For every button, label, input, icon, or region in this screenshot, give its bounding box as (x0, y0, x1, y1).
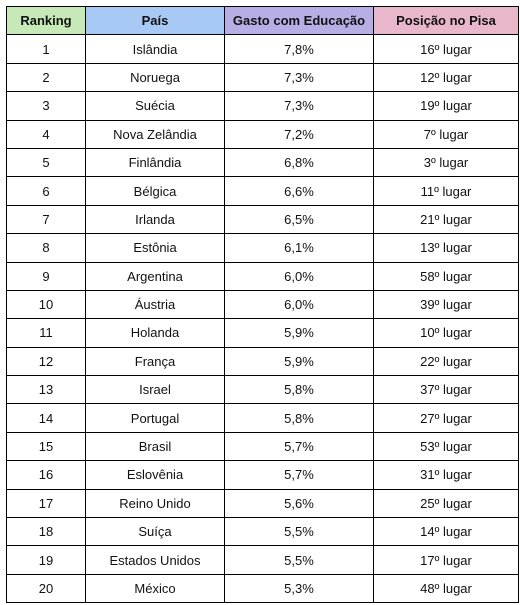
cell-ranking: 15 (7, 432, 86, 460)
cell-ranking: 6 (7, 177, 86, 205)
cell-ranking: 5 (7, 148, 86, 176)
cell-education-spending: 5,8% (225, 404, 374, 432)
cell-pisa-position: 7º lugar (374, 120, 519, 148)
table-row (7, 489, 519, 517)
header-row (7, 7, 519, 35)
cell-pisa-position: 53º lugar (374, 432, 519, 460)
table-header (7, 7, 519, 35)
header-country: País (86, 7, 225, 35)
cell-ranking: 18 (7, 518, 86, 546)
cell-pisa-position: 10º lugar (374, 319, 519, 347)
cell-ranking: 9 (7, 262, 86, 290)
table-row (7, 347, 519, 375)
table-row (7, 205, 519, 233)
cell-pisa-position: 17º lugar (374, 546, 519, 574)
table-row (7, 92, 519, 120)
cell-country: Israel (86, 376, 225, 404)
header-ranking: Ranking (7, 7, 86, 35)
cell-education-spending: 5,8% (225, 376, 374, 404)
cell-education-spending: 6,6% (225, 177, 374, 205)
table-row (7, 546, 519, 574)
cell-ranking: 14 (7, 404, 86, 432)
cell-ranking: 12 (7, 347, 86, 375)
cell-country: Estônia (86, 234, 225, 262)
cell-education-spending: 7,3% (225, 92, 374, 120)
cell-education-spending: 5,9% (225, 347, 374, 375)
cell-education-spending: 6,0% (225, 262, 374, 290)
cell-country: Suécia (86, 92, 225, 120)
cell-country: Nova Zelândia (86, 120, 225, 148)
cell-country: Estados Unidos (86, 546, 225, 574)
cell-ranking: 4 (7, 120, 86, 148)
cell-ranking: 10 (7, 290, 86, 318)
cell-country: Argentina (86, 262, 225, 290)
header-education-spending: Gasto com Educação (225, 7, 374, 35)
education-ranking-table (6, 6, 519, 603)
cell-country: Portugal (86, 404, 225, 432)
table-row (7, 574, 519, 602)
cell-pisa-position: 48º lugar (374, 574, 519, 602)
table-row (7, 148, 519, 176)
cell-country: México (86, 574, 225, 602)
cell-education-spending: 7,3% (225, 63, 374, 91)
cell-country: Brasil (86, 432, 225, 460)
cell-pisa-position: 39º lugar (374, 290, 519, 318)
cell-country: Islândia (86, 35, 225, 63)
table-row (7, 120, 519, 148)
cell-ranking: 11 (7, 319, 86, 347)
cell-ranking: 16 (7, 461, 86, 489)
cell-education-spending: 5,3% (225, 574, 374, 602)
cell-ranking: 17 (7, 489, 86, 517)
table-row (7, 319, 519, 347)
cell-education-spending: 6,5% (225, 205, 374, 233)
cell-pisa-position: 25º lugar (374, 489, 519, 517)
cell-education-spending: 7,2% (225, 120, 374, 148)
cell-ranking: 1 (7, 35, 86, 63)
ranking-table-container (6, 6, 514, 603)
cell-education-spending: 6,0% (225, 290, 374, 318)
cell-ranking: 8 (7, 234, 86, 262)
cell-country: Holanda (86, 319, 225, 347)
table-row (7, 234, 519, 262)
cell-pisa-position: 21º lugar (374, 205, 519, 233)
cell-pisa-position: 58º lugar (374, 262, 519, 290)
cell-education-spending: 5,6% (225, 489, 374, 517)
cell-ranking: 7 (7, 205, 86, 233)
cell-country: Áustria (86, 290, 225, 318)
table-row (7, 461, 519, 489)
cell-pisa-position: 14º lugar (374, 518, 519, 546)
table-row (7, 35, 519, 63)
table-row (7, 432, 519, 460)
cell-pisa-position: 37º lugar (374, 376, 519, 404)
cell-pisa-position: 27º lugar (374, 404, 519, 432)
cell-education-spending: 5,7% (225, 461, 374, 489)
cell-education-spending: 5,7% (225, 432, 374, 460)
table-body (7, 35, 519, 603)
cell-pisa-position: 16º lugar (374, 35, 519, 63)
cell-education-spending: 5,9% (225, 319, 374, 347)
cell-education-spending: 6,8% (225, 148, 374, 176)
table-row (7, 290, 519, 318)
cell-pisa-position: 13º lugar (374, 234, 519, 262)
cell-pisa-position: 3º lugar (374, 148, 519, 176)
cell-ranking: 13 (7, 376, 86, 404)
table-row (7, 177, 519, 205)
cell-pisa-position: 12º lugar (374, 63, 519, 91)
table-row (7, 63, 519, 91)
cell-ranking: 2 (7, 63, 86, 91)
cell-education-spending: 5,5% (225, 518, 374, 546)
cell-country: Irlanda (86, 205, 225, 233)
cell-country: Bélgica (86, 177, 225, 205)
cell-ranking: 20 (7, 574, 86, 602)
cell-education-spending: 6,1% (225, 234, 374, 262)
cell-country: Suíça (86, 518, 225, 546)
header-pisa-position: Posição no Pisa (374, 7, 519, 35)
cell-country: Noruega (86, 63, 225, 91)
cell-education-spending: 5,5% (225, 546, 374, 574)
table-row (7, 262, 519, 290)
cell-country: Finlândia (86, 148, 225, 176)
cell-education-spending: 7,8% (225, 35, 374, 63)
cell-pisa-position: 22º lugar (374, 347, 519, 375)
cell-ranking: 3 (7, 92, 86, 120)
cell-pisa-position: 19º lugar (374, 92, 519, 120)
cell-country: França (86, 347, 225, 375)
cell-country: Eslovênia (86, 461, 225, 489)
table-row (7, 376, 519, 404)
cell-ranking: 19 (7, 546, 86, 574)
cell-pisa-position: 31º lugar (374, 461, 519, 489)
table-row (7, 404, 519, 432)
cell-pisa-position: 11º lugar (374, 177, 519, 205)
cell-country: Reino Unido (86, 489, 225, 517)
table-row (7, 518, 519, 546)
